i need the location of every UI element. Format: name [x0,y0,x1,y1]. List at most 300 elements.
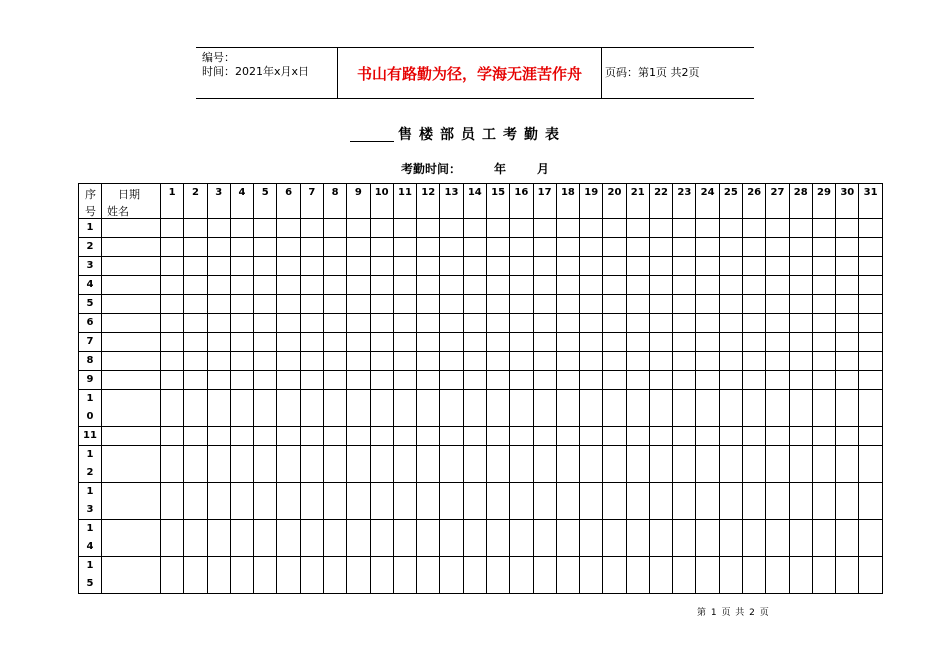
attendance-cell[interactable] [812,352,835,371]
attendance-cell[interactable] [789,257,812,276]
attendance-cell[interactable] [603,427,626,446]
attendance-cell[interactable] [417,238,440,257]
attendance-cell[interactable] [161,333,184,352]
attendance-cell[interactable] [161,483,184,520]
attendance-cell[interactable] [836,219,859,238]
attendance-cell[interactable] [836,557,859,594]
attendance-cell[interactable] [463,446,486,483]
attendance-cell[interactable] [440,295,463,314]
attendance-cell[interactable] [836,257,859,276]
attendance-cell[interactable] [277,333,300,352]
attendance-cell[interactable] [696,276,719,295]
attendance-cell[interactable] [254,352,277,371]
attendance-cell[interactable] [417,371,440,390]
attendance-cell[interactable] [533,390,556,427]
attendance-cell[interactable] [673,257,696,276]
attendance-cell[interactable] [230,427,253,446]
attendance-cell[interactable] [161,314,184,333]
attendance-cell[interactable] [580,219,603,238]
attendance-cell[interactable] [556,257,579,276]
attendance-cell[interactable] [300,390,323,427]
attendance-cell[interactable] [743,520,766,557]
attendance-cell[interactable] [463,557,486,594]
attendance-cell[interactable] [184,557,207,594]
attendance-cell[interactable] [254,557,277,594]
attendance-cell[interactable] [207,557,230,594]
attendance-cell[interactable] [370,219,393,238]
name-cell[interactable] [102,520,161,557]
attendance-cell[interactable] [719,238,742,257]
attendance-cell[interactable] [649,314,672,333]
attendance-cell[interactable] [161,295,184,314]
attendance-cell[interactable] [323,520,346,557]
attendance-cell[interactable] [184,295,207,314]
attendance-cell[interactable] [370,257,393,276]
attendance-cell[interactable] [230,520,253,557]
attendance-cell[interactable] [300,446,323,483]
attendance-cell[interactable] [463,333,486,352]
attendance-cell[interactable] [766,238,789,257]
attendance-cell[interactable] [323,333,346,352]
attendance-cell[interactable] [789,333,812,352]
attendance-cell[interactable] [603,483,626,520]
attendance-cell[interactable] [766,257,789,276]
attendance-cell[interactable] [626,520,649,557]
attendance-cell[interactable] [184,520,207,557]
attendance-cell[interactable] [859,257,882,276]
attendance-cell[interactable] [812,427,835,446]
attendance-cell[interactable] [370,427,393,446]
attendance-cell[interactable] [533,314,556,333]
attendance-cell[interactable] [161,238,184,257]
attendance-cell[interactable] [556,427,579,446]
attendance-cell[interactable] [719,257,742,276]
attendance-cell[interactable] [603,257,626,276]
attendance-cell[interactable] [254,257,277,276]
attendance-cell[interactable] [719,219,742,238]
attendance-cell[interactable] [486,333,509,352]
attendance-cell[interactable] [836,520,859,557]
attendance-cell[interactable] [323,427,346,446]
attendance-cell[interactable] [393,333,416,352]
attendance-cell[interactable] [393,352,416,371]
attendance-cell[interactable] [789,295,812,314]
attendance-cell[interactable] [417,446,440,483]
attendance-cell[interactable] [580,390,603,427]
attendance-cell[interactable] [673,333,696,352]
attendance-cell[interactable] [393,557,416,594]
attendance-cell[interactable] [161,390,184,427]
attendance-cell[interactable] [463,483,486,520]
attendance-cell[interactable] [486,427,509,446]
attendance-cell[interactable] [393,390,416,427]
attendance-cell[interactable] [323,276,346,295]
attendance-cell[interactable] [649,371,672,390]
attendance-cell[interactable] [370,295,393,314]
attendance-cell[interactable] [323,257,346,276]
attendance-cell[interactable] [766,520,789,557]
attendance-cell[interactable] [766,427,789,446]
attendance-cell[interactable] [184,371,207,390]
attendance-cell[interactable] [440,557,463,594]
attendance-cell[interactable] [580,371,603,390]
attendance-cell[interactable] [300,333,323,352]
attendance-cell[interactable] [673,446,696,483]
attendance-cell[interactable] [161,276,184,295]
attendance-cell[interactable] [649,257,672,276]
attendance-cell[interactable] [486,219,509,238]
attendance-cell[interactable] [696,314,719,333]
attendance-cell[interactable] [696,352,719,371]
attendance-cell[interactable] [254,520,277,557]
name-cell[interactable] [102,371,161,390]
name-cell[interactable] [102,314,161,333]
attendance-cell[interactable] [649,390,672,427]
attendance-cell[interactable] [184,483,207,520]
attendance-cell[interactable] [696,295,719,314]
attendance-cell[interactable] [719,446,742,483]
attendance-cell[interactable] [207,333,230,352]
attendance-cell[interactable] [161,427,184,446]
attendance-cell[interactable] [789,352,812,371]
attendance-cell[interactable] [649,427,672,446]
name-cell[interactable] [102,333,161,352]
attendance-cell[interactable] [463,219,486,238]
attendance-cell[interactable] [486,371,509,390]
attendance-cell[interactable] [393,238,416,257]
attendance-cell[interactable] [836,333,859,352]
attendance-cell[interactable] [230,483,253,520]
attendance-cell[interactable] [161,557,184,594]
attendance-cell[interactable] [323,483,346,520]
attendance-cell[interactable] [719,352,742,371]
attendance-cell[interactable] [300,276,323,295]
attendance-cell[interactable] [463,352,486,371]
attendance-cell[interactable] [184,333,207,352]
attendance-cell[interactable] [859,314,882,333]
attendance-cell[interactable] [393,371,416,390]
attendance-cell[interactable] [743,314,766,333]
attendance-cell[interactable] [533,276,556,295]
attendance-cell[interactable] [696,238,719,257]
attendance-cell[interactable] [207,483,230,520]
attendance-cell[interactable] [510,427,533,446]
attendance-cell[interactable] [603,557,626,594]
attendance-cell[interactable] [696,257,719,276]
attendance-cell[interactable] [859,276,882,295]
attendance-cell[interactable] [812,314,835,333]
attendance-cell[interactable] [277,390,300,427]
attendance-cell[interactable] [230,371,253,390]
attendance-cell[interactable] [277,446,300,483]
attendance-cell[interactable] [789,371,812,390]
attendance-cell[interactable] [603,352,626,371]
attendance-cell[interactable] [533,427,556,446]
attendance-cell[interactable] [743,238,766,257]
attendance-cell[interactable] [556,238,579,257]
attendance-cell[interactable] [789,219,812,238]
attendance-cell[interactable] [486,295,509,314]
attendance-cell[interactable] [277,219,300,238]
attendance-cell[interactable] [649,520,672,557]
attendance-cell[interactable] [230,295,253,314]
attendance-cell[interactable] [510,238,533,257]
attendance-cell[interactable] [743,371,766,390]
attendance-cell[interactable] [556,446,579,483]
attendance-cell[interactable] [347,390,370,427]
attendance-cell[interactable] [719,295,742,314]
attendance-cell[interactable] [417,219,440,238]
attendance-cell[interactable] [696,557,719,594]
attendance-cell[interactable] [277,557,300,594]
attendance-cell[interactable] [673,557,696,594]
attendance-cell[interactable] [347,352,370,371]
attendance-cell[interactable] [347,520,370,557]
attendance-cell[interactable] [300,371,323,390]
attendance-cell[interactable] [440,238,463,257]
attendance-cell[interactable] [743,483,766,520]
attendance-cell[interactable] [673,427,696,446]
attendance-cell[interactable] [673,276,696,295]
attendance-cell[interactable] [440,257,463,276]
attendance-cell[interactable] [207,446,230,483]
attendance-cell[interactable] [533,483,556,520]
attendance-cell[interactable] [300,352,323,371]
attendance-cell[interactable] [207,295,230,314]
attendance-cell[interactable] [417,520,440,557]
attendance-cell[interactable] [486,483,509,520]
attendance-cell[interactable] [417,427,440,446]
attendance-cell[interactable] [696,520,719,557]
attendance-cell[interactable] [603,238,626,257]
attendance-cell[interactable] [533,219,556,238]
name-cell[interactable] [102,390,161,427]
attendance-cell[interactable] [766,314,789,333]
attendance-cell[interactable] [230,333,253,352]
attendance-cell[interactable] [417,333,440,352]
attendance-cell[interactable] [463,520,486,557]
attendance-cell[interactable] [463,314,486,333]
attendance-cell[interactable] [719,483,742,520]
attendance-cell[interactable] [393,520,416,557]
attendance-cell[interactable] [347,557,370,594]
attendance-cell[interactable] [743,257,766,276]
attendance-cell[interactable] [300,520,323,557]
attendance-cell[interactable] [626,483,649,520]
attendance-cell[interactable] [580,314,603,333]
attendance-cell[interactable] [393,483,416,520]
attendance-cell[interactable] [836,446,859,483]
attendance-cell[interactable] [254,371,277,390]
attendance-cell[interactable] [347,276,370,295]
attendance-cell[interactable] [696,219,719,238]
attendance-cell[interactable] [789,427,812,446]
name-cell[interactable] [102,352,161,371]
attendance-cell[interactable] [836,352,859,371]
attendance-cell[interactable] [463,371,486,390]
attendance-cell[interactable] [766,390,789,427]
attendance-cell[interactable] [556,295,579,314]
attendance-cell[interactable] [649,483,672,520]
attendance-cell[interactable] [323,314,346,333]
attendance-cell[interactable] [277,483,300,520]
attendance-cell[interactable] [836,483,859,520]
attendance-cell[interactable] [207,352,230,371]
attendance-cell[interactable] [812,483,835,520]
attendance-cell[interactable] [743,295,766,314]
attendance-cell[interactable] [719,557,742,594]
attendance-cell[interactable] [673,219,696,238]
attendance-cell[interactable] [812,446,835,483]
attendance-cell[interactable] [556,483,579,520]
attendance-cell[interactable] [696,371,719,390]
attendance-cell[interactable] [300,257,323,276]
attendance-cell[interactable] [184,257,207,276]
attendance-cell[interactable] [300,219,323,238]
attendance-cell[interactable] [323,295,346,314]
attendance-cell[interactable] [719,371,742,390]
attendance-cell[interactable] [649,352,672,371]
attendance-cell[interactable] [230,352,253,371]
attendance-cell[interactable] [370,314,393,333]
attendance-cell[interactable] [440,390,463,427]
attendance-cell[interactable] [556,352,579,371]
attendance-cell[interactable] [859,446,882,483]
attendance-cell[interactable] [649,295,672,314]
attendance-cell[interactable] [836,238,859,257]
attendance-cell[interactable] [347,238,370,257]
attendance-cell[interactable] [323,219,346,238]
attendance-cell[interactable] [766,557,789,594]
attendance-cell[interactable] [347,333,370,352]
attendance-cell[interactable] [743,557,766,594]
attendance-cell[interactable] [486,557,509,594]
name-cell[interactable] [102,257,161,276]
attendance-cell[interactable] [580,446,603,483]
attendance-cell[interactable] [766,295,789,314]
attendance-cell[interactable] [393,257,416,276]
name-cell[interactable] [102,219,161,238]
attendance-cell[interactable] [556,390,579,427]
attendance-cell[interactable] [254,483,277,520]
attendance-cell[interactable] [393,446,416,483]
attendance-cell[interactable] [277,314,300,333]
attendance-cell[interactable] [347,257,370,276]
attendance-cell[interactable] [743,427,766,446]
attendance-cell[interactable] [673,520,696,557]
attendance-cell[interactable] [719,427,742,446]
attendance-cell[interactable] [649,276,672,295]
attendance-cell[interactable] [580,257,603,276]
attendance-cell[interactable] [254,295,277,314]
attendance-cell[interactable] [626,352,649,371]
attendance-cell[interactable] [417,295,440,314]
attendance-cell[interactable] [207,238,230,257]
attendance-cell[interactable] [486,238,509,257]
attendance-cell[interactable] [626,314,649,333]
attendance-cell[interactable] [277,352,300,371]
attendance-cell[interactable] [626,557,649,594]
attendance-cell[interactable] [580,276,603,295]
attendance-cell[interactable] [580,427,603,446]
attendance-cell[interactable] [230,390,253,427]
attendance-cell[interactable] [184,238,207,257]
attendance-cell[interactable] [230,557,253,594]
attendance-cell[interactable] [370,352,393,371]
attendance-cell[interactable] [859,371,882,390]
attendance-cell[interactable] [486,276,509,295]
attendance-cell[interactable] [510,446,533,483]
attendance-cell[interactable] [184,314,207,333]
attendance-cell[interactable] [836,295,859,314]
attendance-cell[interactable] [277,257,300,276]
attendance-cell[interactable] [417,557,440,594]
attendance-cell[interactable] [510,314,533,333]
attendance-cell[interactable] [836,427,859,446]
attendance-cell[interactable] [673,352,696,371]
attendance-cell[interactable] [626,276,649,295]
attendance-cell[interactable] [556,333,579,352]
attendance-cell[interactable] [370,520,393,557]
attendance-cell[interactable] [323,371,346,390]
attendance-cell[interactable] [649,557,672,594]
attendance-cell[interactable] [556,557,579,594]
attendance-cell[interactable] [812,390,835,427]
attendance-cell[interactable] [719,314,742,333]
attendance-cell[interactable] [323,390,346,427]
name-cell[interactable] [102,276,161,295]
attendance-cell[interactable] [300,238,323,257]
attendance-cell[interactable] [254,238,277,257]
attendance-cell[interactable] [254,390,277,427]
attendance-cell[interactable] [626,219,649,238]
attendance-cell[interactable] [626,446,649,483]
attendance-cell[interactable] [510,371,533,390]
attendance-cell[interactable] [836,314,859,333]
attendance-cell[interactable] [323,446,346,483]
attendance-cell[interactable] [254,427,277,446]
attendance-cell[interactable] [743,219,766,238]
attendance-cell[interactable] [556,314,579,333]
attendance-cell[interactable] [370,333,393,352]
attendance-cell[interactable] [696,427,719,446]
attendance-cell[interactable] [812,276,835,295]
attendance-cell[interactable] [230,276,253,295]
attendance-cell[interactable] [766,446,789,483]
attendance-cell[interactable] [184,352,207,371]
name-cell[interactable] [102,446,161,483]
attendance-cell[interactable] [300,314,323,333]
attendance-cell[interactable] [859,520,882,557]
attendance-cell[interactable] [463,238,486,257]
attendance-cell[interactable] [161,352,184,371]
attendance-cell[interactable] [347,483,370,520]
attendance-cell[interactable] [230,238,253,257]
name-cell[interactable] [102,557,161,594]
attendance-cell[interactable] [789,520,812,557]
attendance-cell[interactable] [673,390,696,427]
attendance-cell[interactable] [463,276,486,295]
name-cell[interactable] [102,427,161,446]
attendance-cell[interactable] [580,483,603,520]
attendance-cell[interactable] [510,390,533,427]
attendance-cell[interactable] [789,557,812,594]
attendance-cell[interactable] [649,446,672,483]
attendance-cell[interactable] [254,276,277,295]
attendance-cell[interactable] [719,390,742,427]
attendance-cell[interactable] [719,276,742,295]
attendance-cell[interactable] [510,295,533,314]
